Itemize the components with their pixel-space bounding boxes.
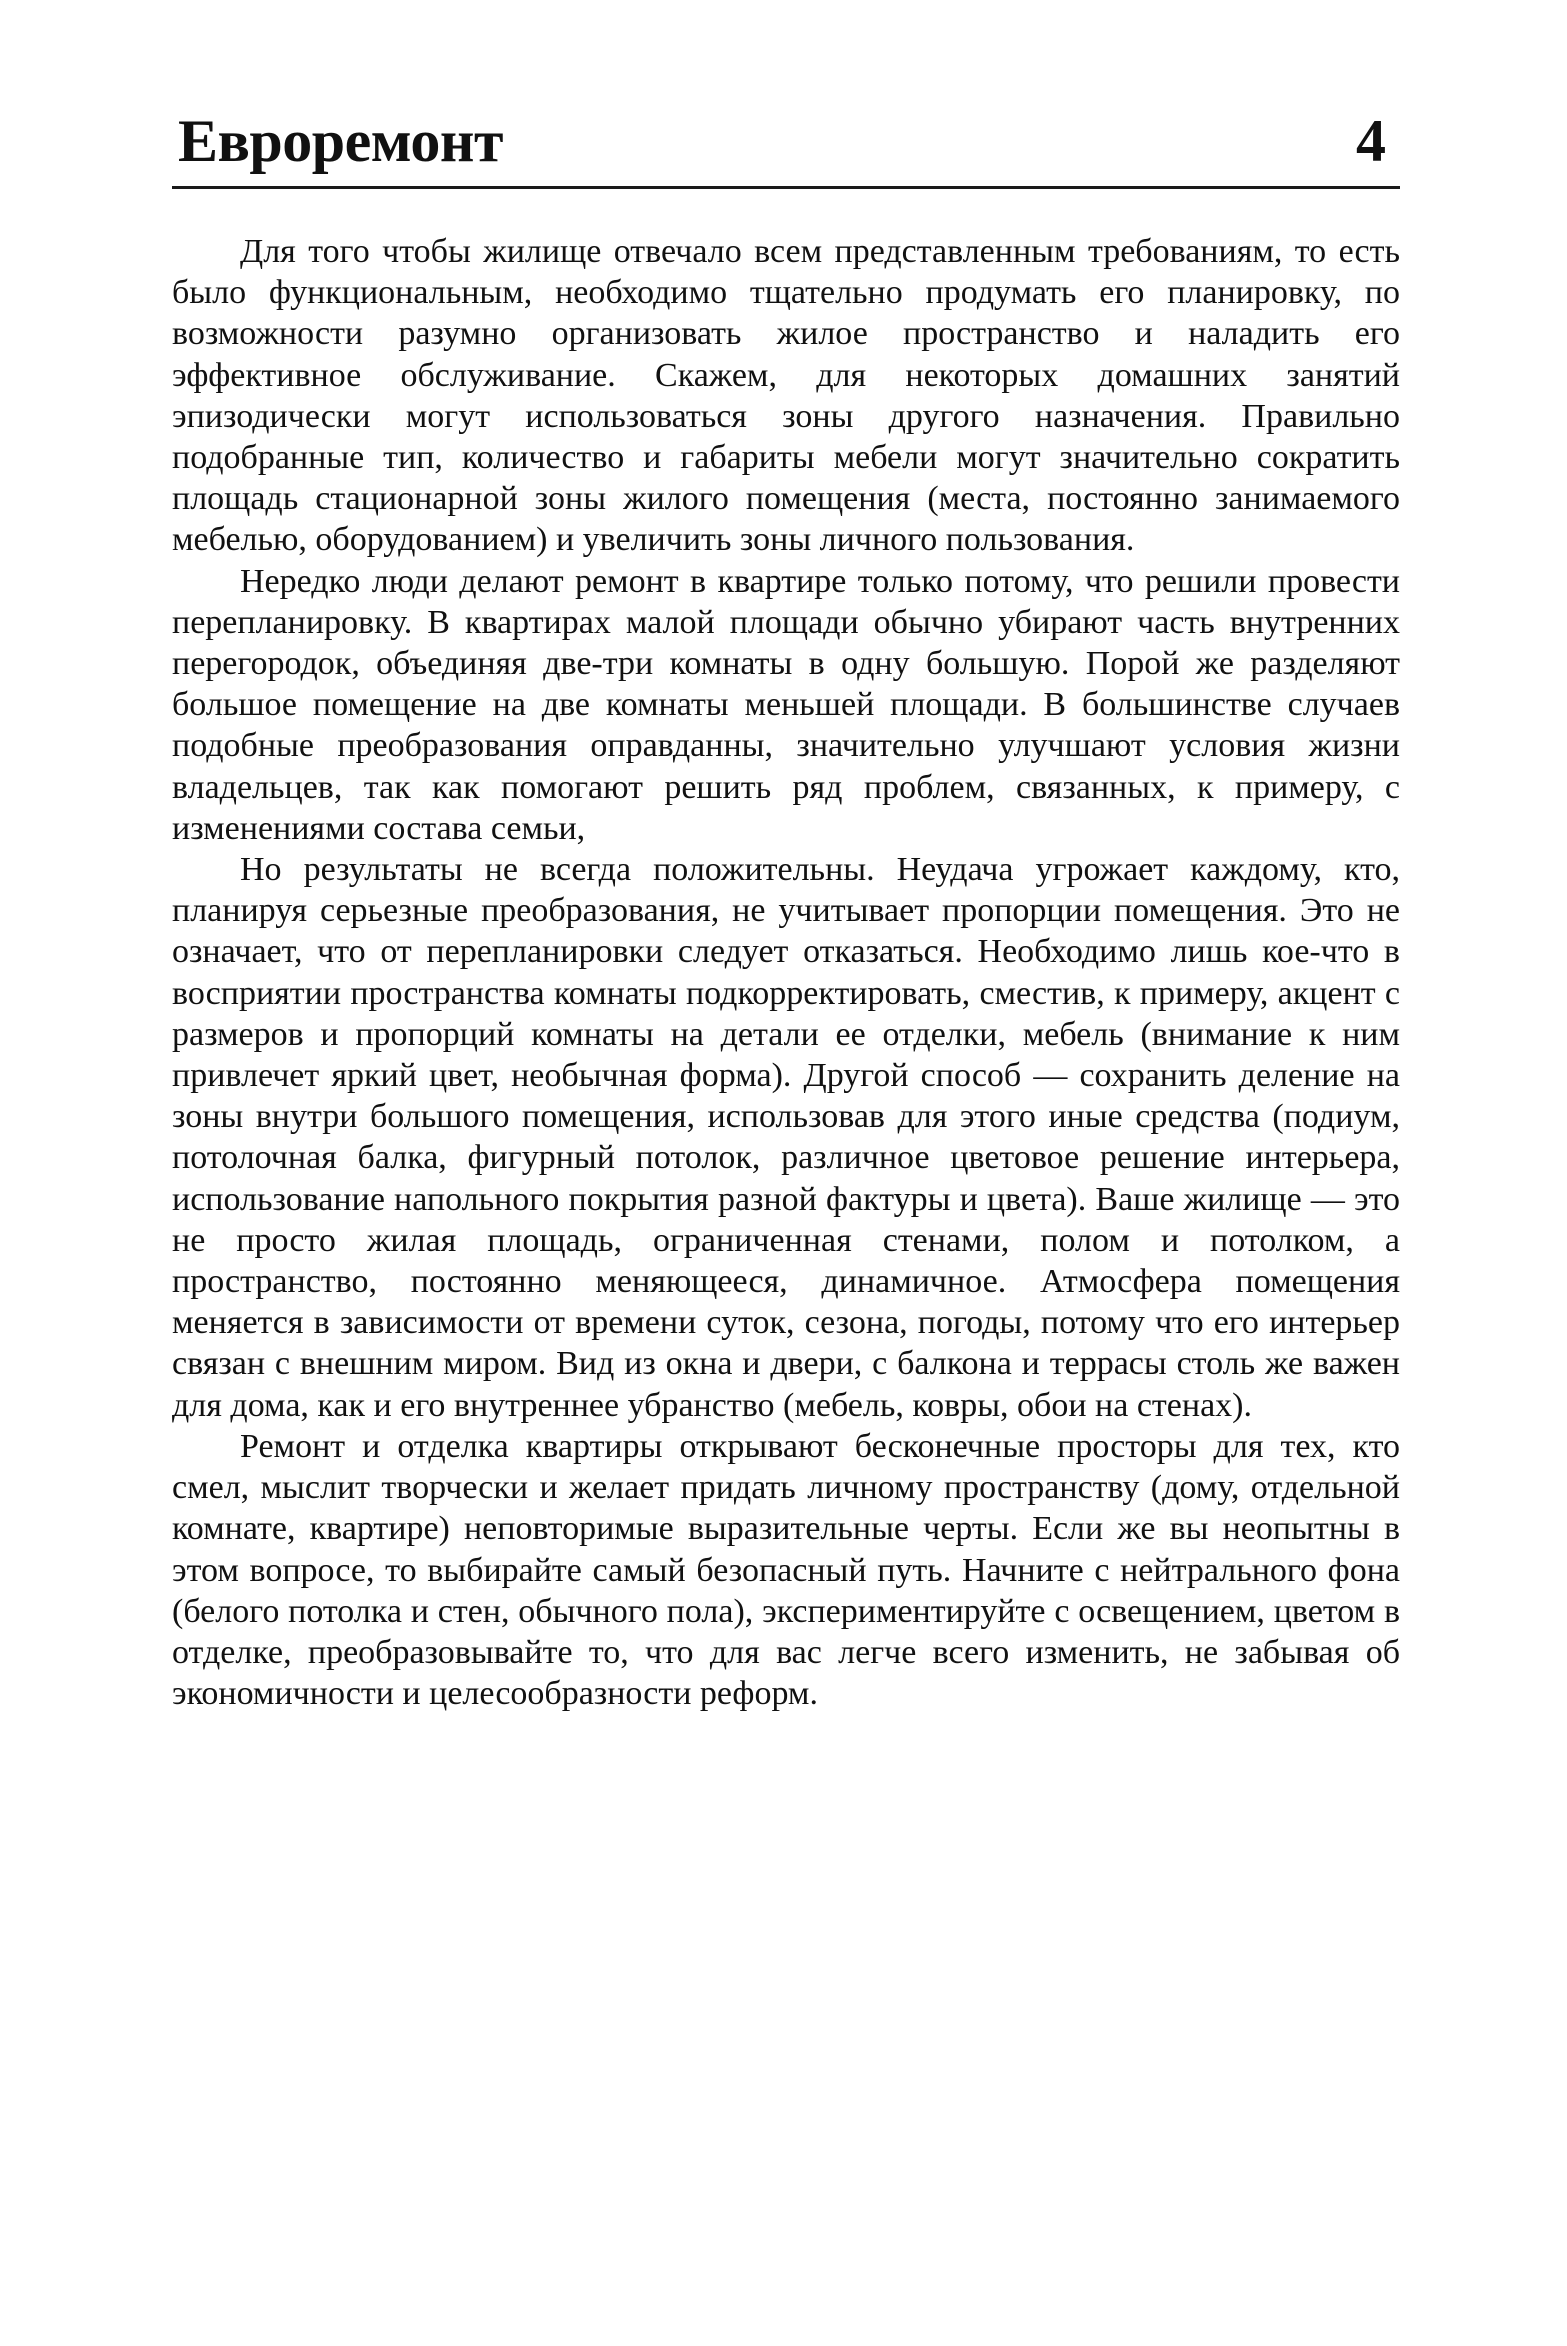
running-header [172, 100, 1400, 189]
paragraph: Для того чтобы жилище отвечало всем представленным требованиям, то есть было функциональным, необходимо тщательно продумать его планировку, по возможности разумно организовать жилое пространство и наладить его эффективное обслуживание. Скажем, для некоторых домашних занятий эпизодически могут использоваться зоны другого назначения. Правильно подобранные тип, количество и габариты мебели могут значительно сократить площадь стационарной зоны жилого помещения (места, постоянно занимаемого мебелью, оборудованием) и увеличить зоны личного пользования. [172, 233, 1400, 559]
paragraph: Нередко люди делают ремонт в квартире только потому, что решили провести перепланировку. В квартирах малой площади обычно убирают часть внутренних перегородок, объединяя две-три комнаты в одну большую. Порой же разделяют большое помещение на две комнаты меньшей площади. В большинстве случаев подобные преобразования оправданны, значительно улучшают условия жизни владельцев, так как помогают решить ряд проблем, связанных, к примеру, с изменениями состава семьи, [172, 562, 1400, 847]
paragraph: Но результаты не всегда положительны. Неудача угрожает каждому, кто, планируя серьезные преобразования, не учитывает пропорции помещения. Это не означает, что от перепланировки следует отказаться. Необходимо лишь кое-что в восприятии пространства комнаты подкорректировать, сместив, к примеру, акцент с размеров и пропорций комнаты на детали ее отделки, мебель (внимание к ним привлечет яркий цвет, необычная форма). Другой способ — сохранить деление на зоны внутри большого помещения, использовав для этого иные средства (подиум, потолочная балка, фигурный потолок, различное цветовое решение интерьера, использование напольного покрытия разной фактуры и цвета). Ваше жилище — это не просто жилая площадь, ограниченная стенами, полом и потолком, а пространство, постоянно меняющееся, динамичное. Атмосфера помещения меняется в зависимости от времени суток, сезона, погоды, потому что его интерьер связан с внешним миром. Вид из окна и двери, с балкона и террасы столь же важен для дома, как и его внутреннее убранство (мебель, ковры, обои на стенах). [172, 851, 1400, 1424]
book-page [172, 100, 1400, 1714]
body-text [172, 231, 1400, 1714]
page-number: 4 [1356, 108, 1386, 174]
chapter-title: Евроремонт [178, 108, 503, 174]
paragraph: Ремонт и отделка квартиры открывают бесконечные просторы для тех, кто смел, мыслит творчески и желает придать личному пространству (дому, отдельной комнате, квартире) неповторимые выразительные черты. Если же вы неопытны в этом вопросе, то выбирайте самый безопасный путь. Начните с нейтрального фона (белого потолка и стен, обычного пола), экспериментируйте с освещением, цветом в отделке, преобразовывайте то, что для вас легче всего изменить, не забывая об экономичности и целесообразности реформ. [172, 1427, 1400, 1713]
